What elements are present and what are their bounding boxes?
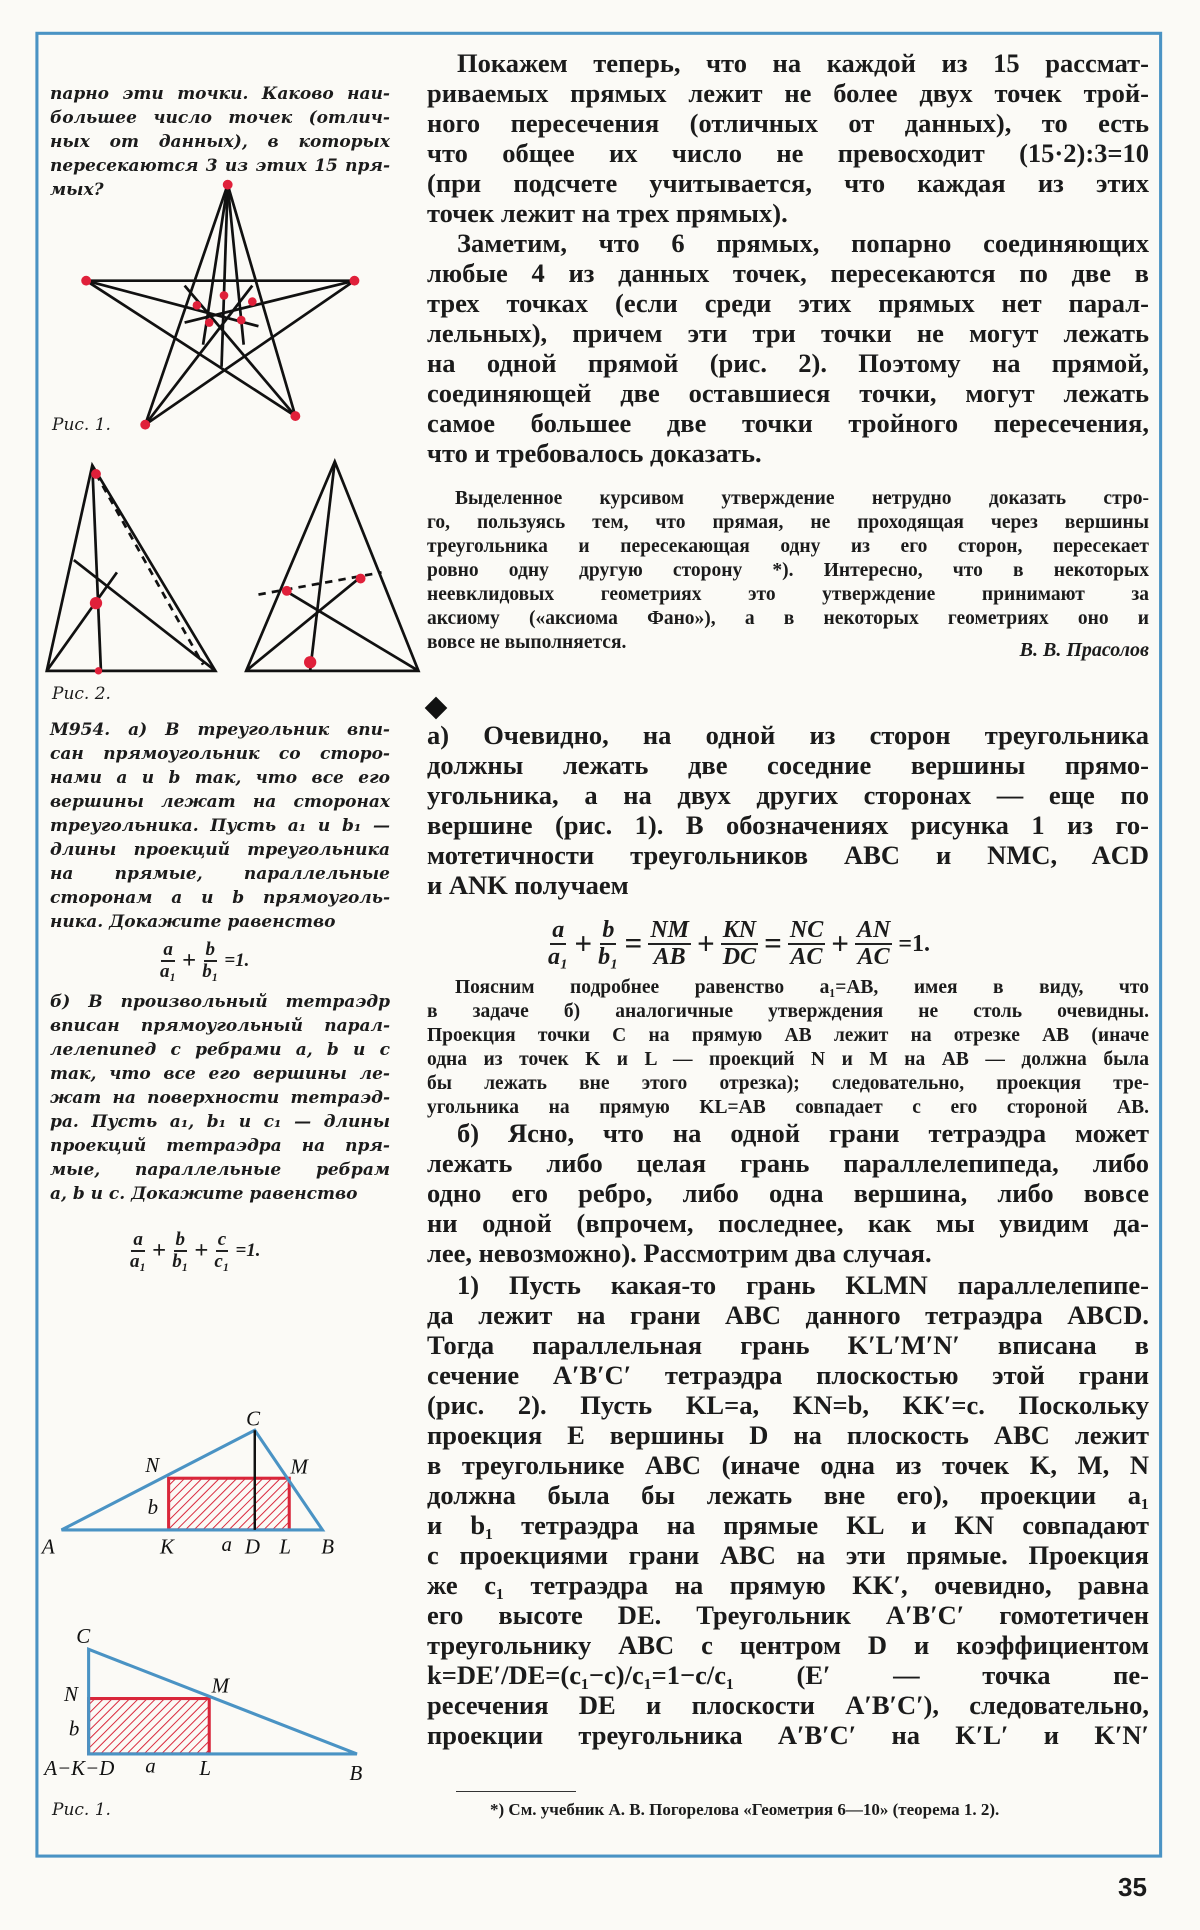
text-line: трех точках (если среди этих прямых нет парал- [427, 288, 1149, 318]
solution-b [427, 1118, 1149, 1268]
numerator: b [205, 939, 216, 960]
label-b: b [147, 1494, 159, 1519]
problem-m954-a [50, 718, 390, 934]
text-line: лелепипед с ребрами a, b и c [50, 1040, 390, 1060]
label-A: A [41, 1534, 55, 1559]
text-line: Тогда параллельная грань K′L′M′N′ вписана в [427, 1330, 1149, 1360]
text-line: лельных), причем эти три точки не могут лежать [427, 318, 1149, 348]
text-line: в задаче б) аналогичные утверждения не столь очевидны. [427, 1001, 1149, 1022]
text-line: так, что все его вершины ле- [50, 1064, 390, 1084]
numerator: c [217, 1229, 227, 1250]
text-line: ресечения DE и плоскости A′B′C′), следовательно, [427, 1690, 1149, 1720]
text-line: парно эти точки. Каково наи- [50, 84, 390, 104]
text-line: (при подсчете учитывается, что каждая из этих [427, 168, 1149, 198]
numerator: a [133, 1229, 143, 1250]
text-line: проекций тетраэдра на пря- [50, 1136, 390, 1156]
denominator: c₁ [214, 1250, 230, 1272]
text-line: большее число точек (отлич- [50, 108, 390, 128]
label-B: B [349, 1760, 363, 1785]
text-line: ного пересечения (отличных от данных), то есть [427, 108, 1149, 138]
text-line: ра. Пусть a₁, b₁ и c₁ — длины [50, 1112, 390, 1132]
label-D: D [244, 1534, 261, 1559]
text-line: сторонам a и b прямоуголь- [50, 888, 390, 908]
operator: + [574, 926, 593, 962]
text-line: треугольника и пересекающая одну из его сторон, пересекает [427, 536, 1149, 557]
text-line: же c₁ тетраэдра на прямую KK′, очевидно, равна [427, 1570, 1149, 1600]
solution-formula [548, 918, 930, 970]
text-line: Выделенное курсивом утверждение нетрудно доказать стро- [455, 488, 1149, 509]
denominator: a₁ [130, 1250, 147, 1272]
denominator: a₁ [160, 960, 177, 982]
text-line: соединяющей две оставшиеся точки, могут лежать [427, 378, 1149, 408]
figure-caption: Рис. 1. [52, 1800, 111, 1820]
text-line: ровно одну другую сторону *). Интересно, что в некоторых [427, 560, 1149, 581]
denominator: AC [857, 944, 890, 971]
text-line: вписан прямоугольный парал- [50, 1016, 390, 1036]
text-line: одна из точек K и L — проекций N и M на AB — должна была [427, 1049, 1149, 1070]
figure-caption: Рис. 2. [52, 684, 111, 704]
text-line: лежать либо целая грань параллелепипеда, либо [427, 1148, 1149, 1178]
label-L: L [279, 1534, 292, 1559]
solution-figure-top [62, 1430, 323, 1530]
text-line: a, b и c. Докажите равенство [50, 1184, 358, 1204]
text-line: самое большее две точки тройного пересечения, [427, 408, 1149, 438]
denominator: b₁ [202, 960, 219, 982]
text-line: в треугольнике ABC (иначе одна из точек K, M, N [427, 1450, 1149, 1480]
text-line: проекции треугольника A′B′C′ на K′L′ и K′N′ [427, 1720, 1149, 1750]
text-line: M954. а) В треугольник впи- [50, 720, 390, 740]
text-line: сан прямоугольник со сторо- [50, 744, 390, 764]
text-line: неевклидовых геометриях это утверждение принимают за [427, 584, 1149, 605]
label-K: K [159, 1534, 174, 1559]
label-a: a [145, 1753, 156, 1778]
text-line: длины проекций треугольника [50, 840, 390, 860]
label-C: C [246, 1406, 261, 1431]
text-line: ни одной (впрочем, последнее, как мы увидим да- [427, 1208, 1149, 1238]
text-line: с проекциями грани ABC на эти прямые. Проекция [427, 1540, 1149, 1570]
footnote-divider [456, 1791, 576, 1792]
text-line: б) В произвольный тетраэдр [50, 992, 390, 1012]
remark-paragraph [427, 976, 1149, 1120]
text-line: аксиому («аксиома Фано»), а в некоторых геометриях оно и [427, 608, 1149, 629]
text-line: одно его ребро, либо одна вершина, либо вовсе [427, 1178, 1149, 1208]
denominator: DC [722, 944, 757, 971]
operator: + [194, 1236, 209, 1264]
label-C: C [76, 1624, 91, 1649]
page-number: 35 [1118, 1872, 1147, 1902]
label-M: M [211, 1673, 230, 1698]
text-line: мые, параллельные ребрам [50, 1160, 390, 1180]
text-line: треугольника. Пусть a₁ и b₁ — [50, 816, 390, 836]
paragraph [427, 48, 1149, 228]
text-line: на прямые, параллельные [50, 864, 390, 884]
text-line: Покажем теперь, что на каждой из 15 рассмат- [457, 48, 1149, 78]
text-line: лее, невозможно). Рассмотрим два случая. [427, 1238, 932, 1268]
label-M: M [290, 1454, 308, 1479]
label-AKD: A−K−D [44, 1755, 115, 1780]
text-line: а) Очевидно, на одной из сторон треугольника [427, 720, 1149, 750]
denominator: b₁ [172, 1250, 189, 1272]
text-line: мотетичности треугольников ABC и NMC, ACD [427, 840, 1149, 870]
numerator: b [600, 918, 616, 945]
operator: = [764, 926, 782, 962]
operator: + [831, 926, 850, 962]
figure-caption: Рис. 1. [52, 415, 111, 435]
remark-paragraph [427, 487, 1149, 655]
text-line: Проекция точки C на прямую AB лежит на отрезке AB (иначе [427, 1025, 1149, 1046]
operator: + [696, 926, 715, 962]
numerator: a [550, 918, 566, 945]
solution-case-1 [427, 1270, 1149, 1750]
text-line: бы лежать вне этого отрезка); следовательно, проекция тре- [427, 1073, 1149, 1094]
text-line: должны лежать две соседние вершины прямо- [427, 750, 1149, 780]
denominator: AC [790, 944, 823, 971]
text-line: пересекаются 3 из этих 15 пря- [50, 156, 390, 176]
label-L: L [199, 1755, 212, 1780]
operator: + [152, 1236, 167, 1264]
star-figure [86, 185, 354, 425]
text-line: вовсе не выполняется. [427, 632, 627, 653]
text-line: да лежит на грани ABC данного тетраэдра ABCD. [427, 1300, 1149, 1330]
text-line: и ANK получаем [427, 870, 629, 900]
denominator: a₁ [548, 944, 569, 971]
text-line: треугольнику ABC с центром D и коэффициентом [427, 1630, 1149, 1660]
text-line: k=DE′/DE=(c₁−c)/c₁=1−c/c₁ (E′ — точка пе- [427, 1660, 1149, 1690]
author: В. В. Прасолов [1019, 639, 1149, 661]
text-line: Заметим, что 6 прямых, попарно соединяющих [457, 228, 1149, 258]
text-line: Поясним подробнее равенство a₁=AB, имея в виду, что [455, 977, 1149, 998]
text-line: (рис. 2). Пусть KL=a, KN=b, KK′=c. Поскольку [427, 1390, 1149, 1420]
text-line: его высоте DE. Треугольник A′B′C′ гомотетичен [427, 1600, 1149, 1630]
formula-a [160, 940, 249, 982]
text-line: угольника на прямую KL=AB совпадает с его стороной AB. [427, 1097, 1149, 1118]
numerator: NM [648, 918, 691, 945]
problem-m954-b [50, 990, 390, 1206]
text-line: 1) Пусть какая-то грань KLMN параллелепипе- [457, 1270, 1149, 1300]
problem-continuation [50, 82, 390, 202]
equals-one: =1. [224, 949, 250, 971]
text-line: проекция E вершины D на плоскость ABC лежит [427, 1420, 1149, 1450]
equals-one: =1. [898, 930, 931, 957]
paragraph [427, 228, 1149, 468]
numerator: AN [855, 918, 892, 945]
text-line: риваемых прямых лежит не более двух точек трой- [427, 78, 1149, 108]
text-line: мых? [50, 180, 104, 200]
label-b: b [68, 1716, 80, 1741]
text-line: ных от данных), в которых [50, 132, 390, 152]
denominator: AB [653, 944, 686, 971]
numerator: a [163, 939, 173, 960]
text-line: нами a и b так, что все его [50, 768, 390, 788]
text-line: должна была бы лежать вне его), проекции a₁ [427, 1480, 1149, 1510]
label-N: N [145, 1453, 160, 1478]
solution-a [427, 720, 1149, 900]
text-line: жат на поверхности тетраэд- [50, 1088, 390, 1108]
operator: = [624, 926, 643, 962]
text-line: угольника, а на двух других сторонах — еще по [427, 780, 1149, 810]
text-line: го, пользуясь тем, что прямая, не проходящая через вершины [427, 512, 1149, 533]
text-line: б) Ясно, что на одной грани тетраэдра может [457, 1118, 1149, 1148]
numerator: KN [721, 918, 758, 945]
equals-one: =1. [235, 1239, 261, 1261]
text-line: на одной прямой (рис. 2). Поэтому на прямой, [427, 348, 1149, 378]
footnote: *) См. учебник А. В. Погорелова «Геометрия 6—10» (теорема 1. 2). [490, 1800, 1000, 1819]
text-line: вершины лежат на сторонах [50, 792, 390, 812]
text-line: точек лежит на трех прямых). [427, 198, 788, 228]
text-line: что и требовалось доказать. [427, 438, 762, 468]
text-line: сечение A′B′C′ тетраэдра плоскостью этой грани [427, 1360, 1149, 1390]
fig2-right-triangle [246, 462, 418, 671]
text-line: и b₁ тетраэдра на прямые KL и KN совпадают [427, 1510, 1149, 1540]
numerator: b [175, 1229, 186, 1250]
label-a: a [221, 1531, 232, 1556]
text-line: вершине (рис. 1). В обозначениях рисунка 1 из го- [427, 810, 1149, 840]
text-line: любые 4 из данных точек, пересекаются по две в [427, 258, 1149, 288]
solution-figure-bottom [89, 1649, 357, 1754]
label-N: N [63, 1681, 78, 1706]
denominator: b₁ [598, 944, 619, 971]
fig2-left-triangle [47, 465, 216, 671]
text-line: ника. Докажите равенство [50, 912, 336, 932]
text-line: что общее их число не превосходит (15·2):3=10 [427, 138, 1149, 168]
label-B: B [321, 1534, 335, 1559]
numerator: NC [788, 918, 825, 945]
operator: + [182, 946, 197, 974]
formula-b [130, 1230, 261, 1272]
